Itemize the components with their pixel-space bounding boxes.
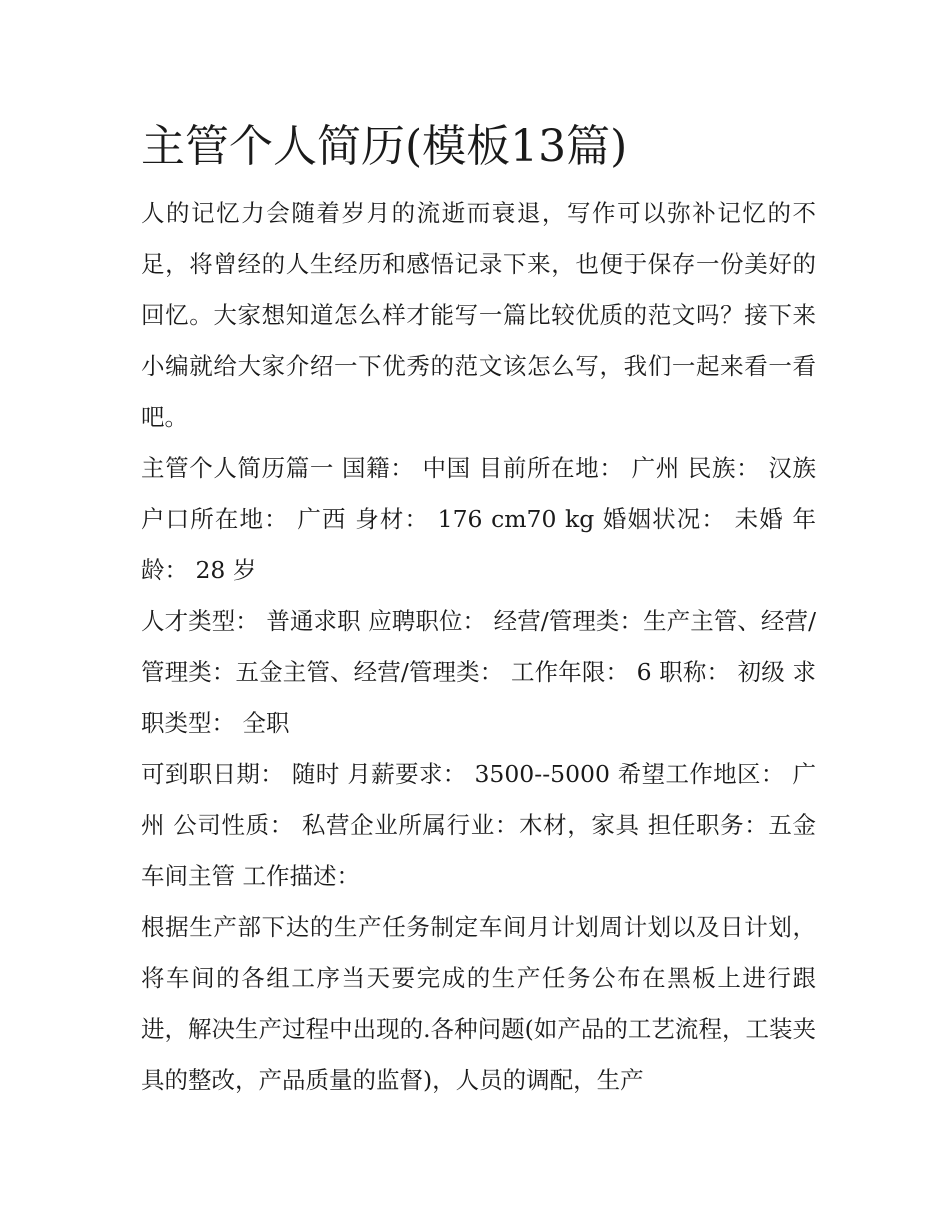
document-title: 主管个人简历(模板13篇): [141, 121, 628, 172]
intro-paragraph: 人的记忆力会随着岁月的流逝而衰退，写作可以弥补记忆的不足，将曾经的人生经历和感悟记录下来，也便于保存一份美好的回忆。大家想知道怎么样才能写一篇比较优质的范文吗？接下来小编就给大家介绍一下优秀的范文该怎么写，我们一起来看一看吧。: [141, 199, 816, 431]
job-description-paragraph: 根据生产部下达的生产任务制定车间月计划周计划以及日计划，将车间的各组工序当天要完成的生产任务公布在黑板上进行跟进，解决生产过程中出现的.各种问题(如产品的工艺流程，工装夹具的整改，产品质量的监督)，人员的调配，生产: [141, 913, 816, 1094]
job-intention-paragraph: 人才类型： 普通求职 应聘职位： 经营/管理类：生产主管、经营/管理类：五金主管、经营/管理类： 工作年限： 6 职称： 初级 求职类型： 全职: [141, 607, 816, 737]
personal-info-paragraph: 主管个人简历篇一 国籍： 中国 目前所在地： 广州 民族： 汉族 户口所在地： 广西 身材： 176 cm70 kg 婚姻状况： 未婚 年龄： 28 岁: [141, 454, 816, 584]
document-content: [141, 112, 816, 1106]
work-preference-paragraph: 可到职日期： 随时 月薪要求： 3500--5000 希望工作地区： 广州 公司性质： 私营企业所属行业：木材，家具 担任职务：五金车间主管 工作描述：: [141, 760, 816, 890]
